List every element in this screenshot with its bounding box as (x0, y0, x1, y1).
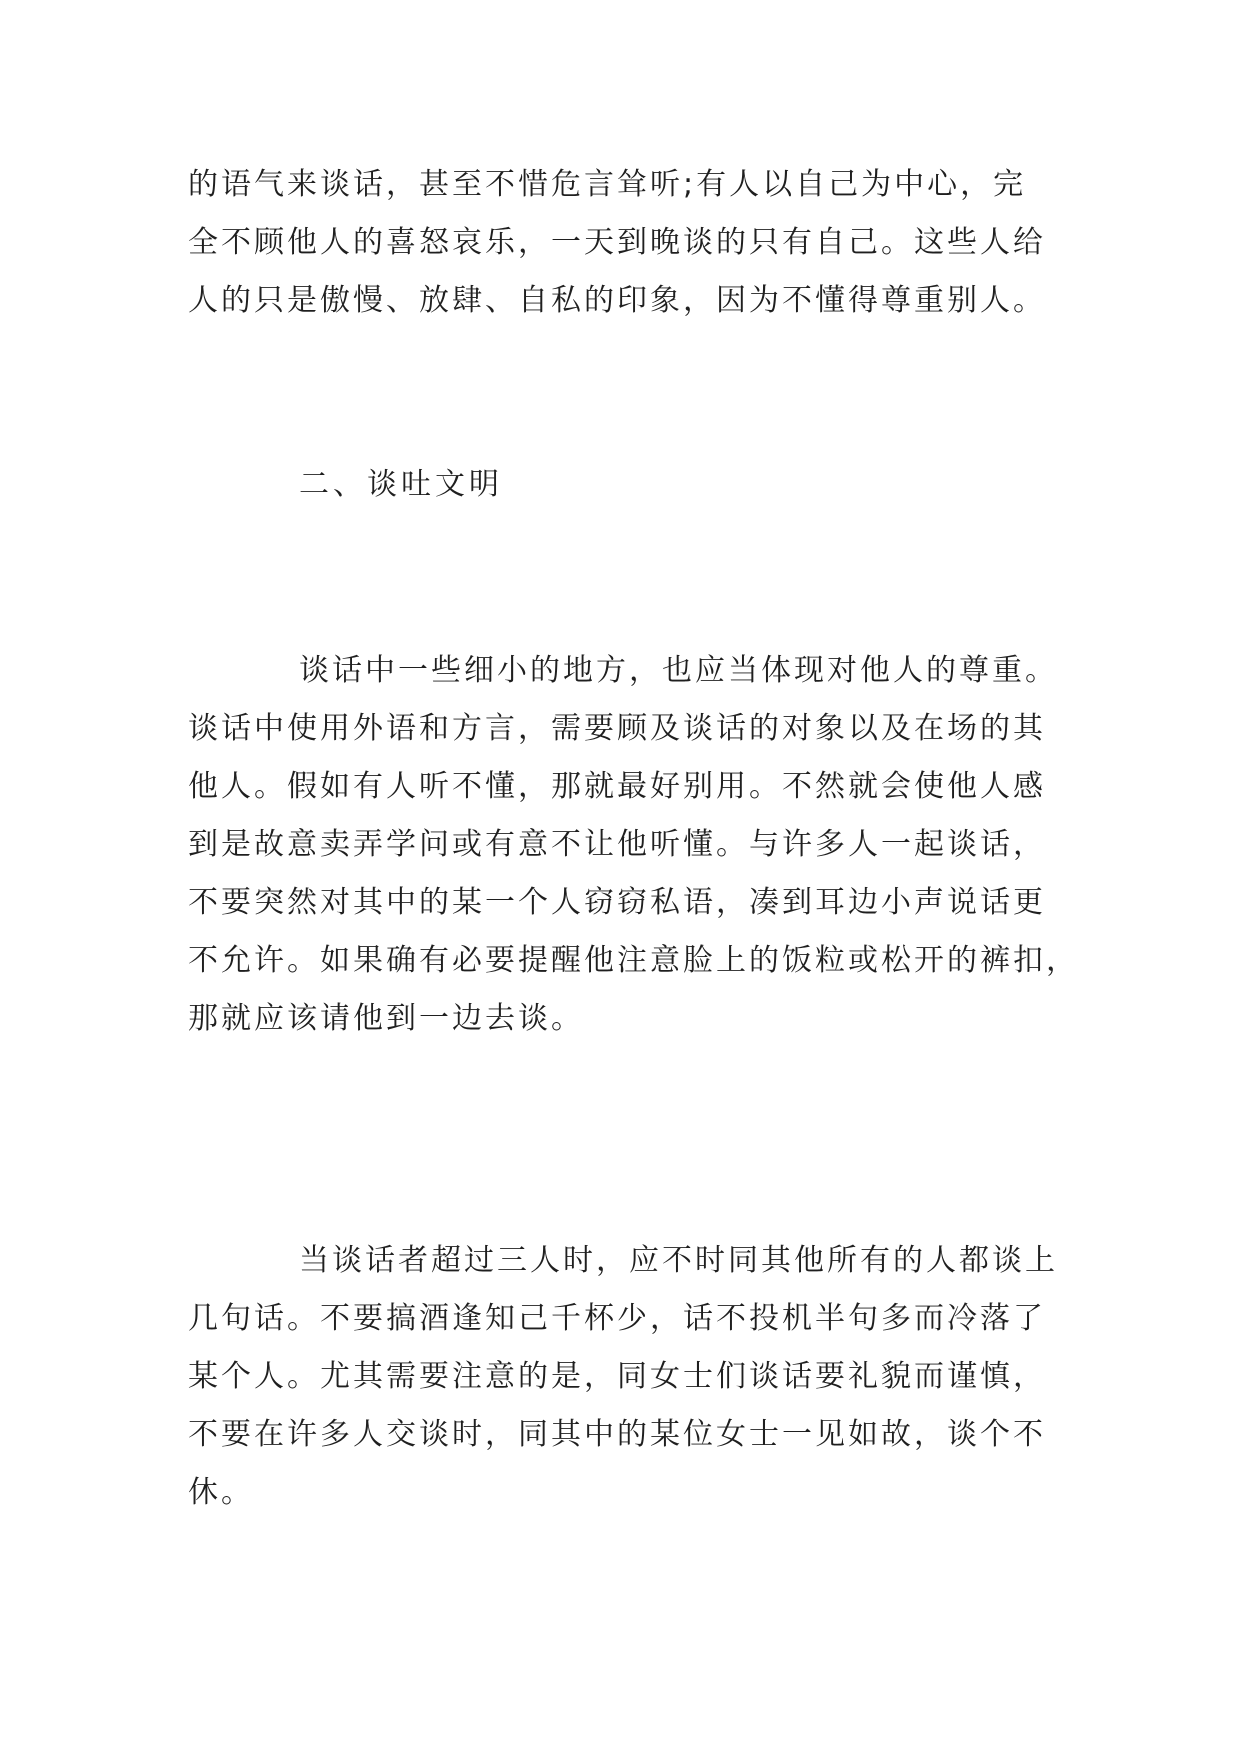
section-heading-text: 二、谈吐文明 (299, 467, 503, 502)
paragraph-groups (188, 1232, 1068, 1522)
paragraph-spacing (188, 514, 1068, 642)
text-line: 谈话中一些细小的地方，也应当体现对他人的尊重。 (299, 653, 1058, 688)
text-line: 几句话。不要搞酒逢知己千杯少，话不投机半句多而冷落了 (188, 1301, 1046, 1336)
section-heading (188, 456, 1068, 514)
text-line: 谈话中使用外语和方言，需要顾及谈话的对象以及在场的其 (188, 711, 1046, 746)
text-line: 全不顾他人的喜怒哀乐，一天到晚谈的只有自己。这些人给 (188, 225, 1046, 260)
text-line: 的语气来谈话，甚至不惜危言耸听;有人以自己为中心，完 (188, 167, 1027, 202)
document-body (188, 156, 1079, 1522)
text-line: 不允许。如果确有必要提醒他注意脸上的饭粒或松开的裤扣， (188, 943, 1079, 978)
paragraph-spacing (188, 1048, 1068, 1232)
text-line: 到是故意卖弄学问或有意不让他听懂。与许多人一起谈话， (188, 827, 1046, 862)
text-line: 他人。假如有人听不懂，那就最好别用。不然就会使他人感 (188, 769, 1046, 804)
text-line: 不要突然对其中的某一个人窃窃私语，凑到耳边小声说话更 (188, 885, 1046, 920)
text-line: 某个人。尤其需要注意的是，同女士们谈话要礼貌而谨慎， (188, 1359, 1046, 1394)
paragraph-intro-continued (188, 156, 1068, 330)
text-line: 那就应该请他到一边去谈。 (188, 1001, 584, 1036)
text-line: 休。 (188, 1475, 254, 1510)
text-line: 不要在许多人交谈时，同其中的某位女士一见如故，谈个不 (188, 1417, 1046, 1452)
text-line: 当谈话者超过三人时，应不时同其他所有的人都谈上 (299, 1243, 1058, 1278)
paragraph-spacing (188, 330, 1068, 456)
paragraph-details (188, 642, 1079, 1048)
text-line: 人的只是傲慢、放肆、自私的印象，因为不懂得尊重别人。 (188, 283, 1046, 318)
